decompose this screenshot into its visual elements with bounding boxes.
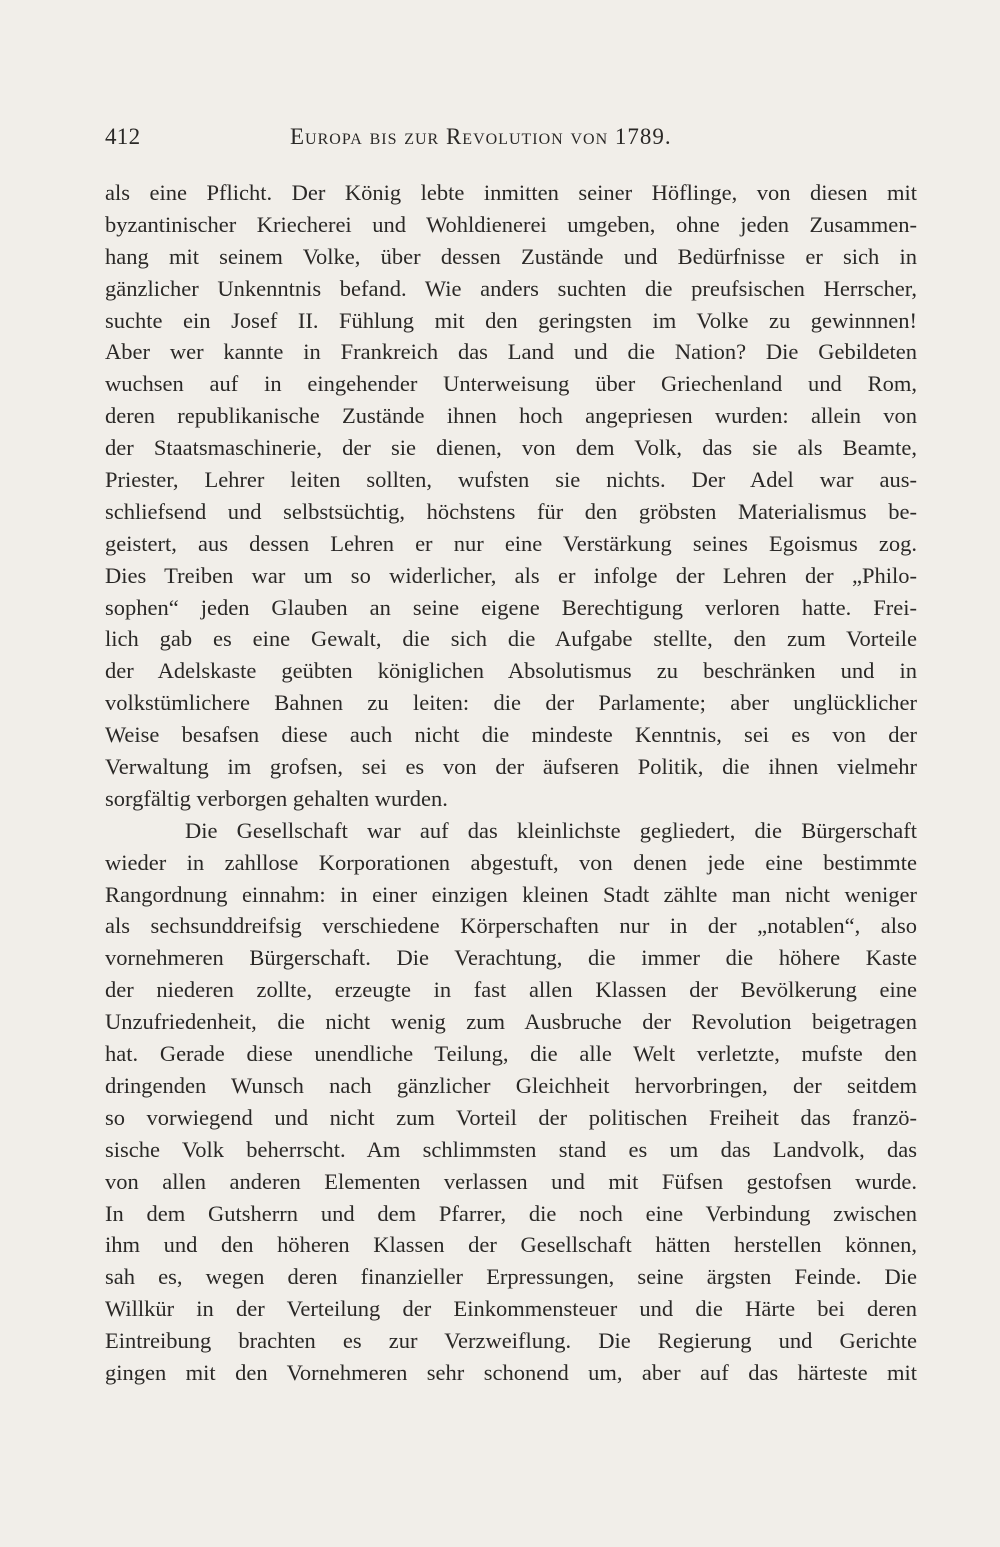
text-line: wieder in zahllose Korporationen abgestuft, von denen jede eine bestimmte bbox=[105, 849, 917, 875]
text-line: Dies Treiben war um so widerlicher, als er infolge der Lehren der „Philo- bbox=[105, 562, 917, 588]
paragraph bbox=[105, 177, 917, 815]
text-line: hang mit seinem Volke, über dessen Zustände und Bedürfnisse er sich in bbox=[105, 243, 917, 269]
page-header bbox=[105, 124, 915, 160]
page-number: 412 bbox=[105, 124, 141, 149]
text-line: dringenden Wunsch nach gänzlicher Gleichheit hervorbringen, der seitdem bbox=[105, 1072, 917, 1098]
text-line: als sechsunddreifsig verschiedene Körperschaften nur in der „notablen“, also bbox=[105, 913, 917, 939]
text-line: schliefsend und selbstsüchtig, höchstens für den gröbsten Materialismus be- bbox=[105, 498, 917, 524]
text-line: ihm und den höheren Klassen der Gesellschaft hätten herstellen können, bbox=[105, 1232, 917, 1258]
paragraph bbox=[105, 815, 917, 1389]
text-line: Eintreibung brachten es zur Verzweiflung. Die Regierung und Gerichte bbox=[105, 1328, 917, 1354]
text-line: so vorwiegend und nicht zum Vorteil der politischen Freiheit das franzö- bbox=[105, 1104, 917, 1130]
text-line: sophen“ jeden Glauben an seine eigene Berechtigung verloren hatte. Frei- bbox=[105, 594, 917, 620]
text-line: wuchsen auf in eingehender Unterweisung über Griechenland und Rom, bbox=[105, 371, 917, 397]
text-line: deren republikanische Zustände ihnen hoch angepriesen wurden: allein von bbox=[105, 403, 917, 429]
text-line: Rangordnung einnahm: in einer einzigen kleinen Stadt zählte man nicht weniger bbox=[105, 881, 917, 907]
text-line: Unzufriedenheit, die nicht wenig zum Ausbruche der Revolution beigetragen bbox=[105, 1009, 917, 1035]
text-line: Die Gesellschaft war auf das kleinlichste gegliedert, die Bürgerschaft bbox=[185, 817, 917, 843]
text-line: Priester, Lehrer leiten sollten, wufsten sie nichts. Der Adel war aus- bbox=[105, 467, 917, 493]
text-line: sische Volk beherrscht. Am schlimmsten stand es um das Landvolk, das bbox=[105, 1136, 917, 1162]
text-line: Aber wer kannte in Frankreich das Land und die Nation? Die Gebildeten bbox=[105, 339, 917, 365]
text-line: volkstümlichere Bahnen zu leiten: die der Parlamente; aber unglücklicher bbox=[105, 690, 917, 716]
text-line: sah es, wegen deren finanzieller Erpressungen, seine ärgsten Feinde. Die bbox=[105, 1264, 917, 1290]
text-line: Willkür in der Verteilung der Einkommensteuer und die Härte bei deren bbox=[105, 1296, 917, 1322]
text-line: lich gab es eine Gewalt, die sich die Aufgabe stellte, den zum Vorteile bbox=[105, 626, 917, 652]
text-line: als eine Pflicht. Der König lebte inmitten seiner Höflinge, von diesen mit bbox=[105, 180, 917, 205]
running-title: Europa bis zur Revolution von 1789. bbox=[290, 124, 672, 149]
text-line: von allen anderen Elementen verlassen und mit Füfsen gestofsen wurde. bbox=[105, 1168, 917, 1194]
text-line: Weise besafsen diese auch nicht die mindeste Kenntnis, sei es von der bbox=[105, 722, 917, 748]
body-text bbox=[105, 177, 917, 1389]
text-line: geistert, aus dessen Lehren er nur eine Verstärkung seines Egoismus zog. bbox=[105, 530, 917, 556]
text-line: vornehmeren Bürgerschaft. Die Verachtung, die immer die höhere Kaste bbox=[105, 945, 917, 971]
text-line: der niederen zollte, erzeugte in fast allen Klassen der Bevölkerung eine bbox=[105, 977, 917, 1003]
text-line: hat. Gerade diese unendliche Teilung, die alle Welt verletzte, mufste den bbox=[105, 1041, 917, 1067]
text-line: der Adelskaste geübten königlichen Absolutismus zu beschränken und in bbox=[105, 658, 917, 684]
text-line: der Staatsmaschinerie, der sie dienen, von dem Volk, das sie als Beamte, bbox=[105, 435, 917, 461]
text-line: suchte ein Josef II. Fühlung mit den geringsten im Volke zu gewinnnen! bbox=[105, 307, 917, 333]
text-line: sorgfältig verborgen gehalten wurden. bbox=[105, 785, 448, 811]
text-line: gänzlicher Unkenntnis befand. Wie anders suchten die preufsischen Herrscher, bbox=[105, 275, 917, 301]
text-line: byzantinischer Kriecherei und Wohldienerei umgeben, ohne jeden Zusammen- bbox=[105, 211, 917, 237]
text-line: In dem Gutsherrn und dem Pfarrer, die noch eine Verbindung zwischen bbox=[105, 1200, 917, 1226]
text-line: Verwaltung im grofsen, sei es von der äufseren Politik, die ihnen vielmehr bbox=[105, 754, 917, 780]
text-line: gingen mit den Vornehmeren sehr schonend um, aber auf das härteste mit bbox=[105, 1359, 917, 1385]
